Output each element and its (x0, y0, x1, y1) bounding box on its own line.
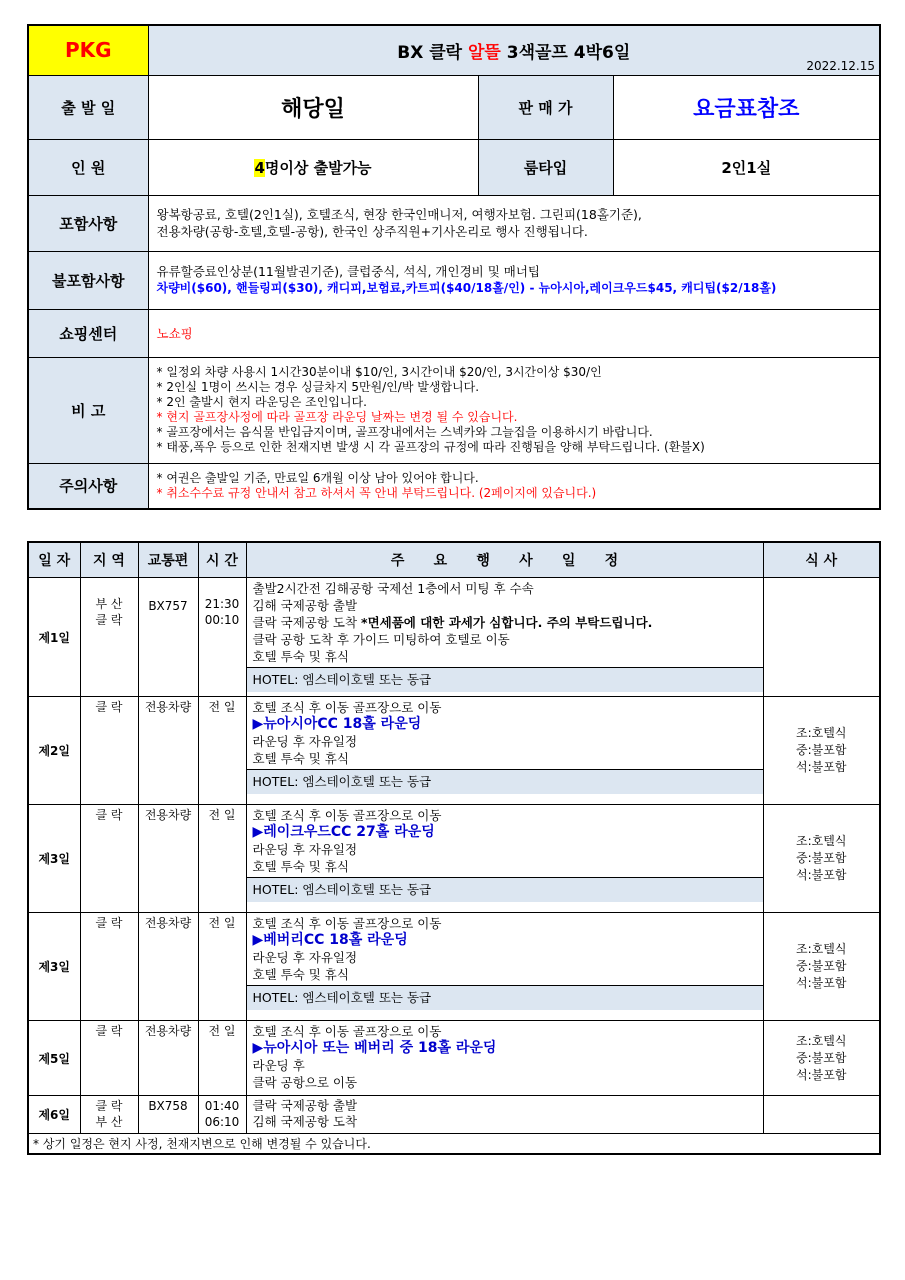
room-label: 룸타입 (478, 139, 613, 195)
price-label: 판 매 가 (478, 75, 613, 139)
people-count: 4 (254, 158, 265, 177)
day-itinerary (246, 578, 763, 697)
itinerary-line: 호텔 조식 후 이동 골프장으로 이동 (252, 916, 442, 931)
itinerary-line: 라운딩 후 자유일정 (252, 842, 358, 857)
hotel-info: HOTEL: 엠스테이호텔 또는 동급 (247, 877, 764, 902)
hotel-info: HOTEL: 엠스테이호텔 또는 동급 (247, 667, 764, 692)
itinerary-line: 김해 국제공항 출발 (252, 598, 358, 613)
region-line: 클 락 (95, 613, 123, 627)
day-time (198, 578, 246, 697)
golf-round: ▶레이크우드CC 27홀 라운딩 (252, 824, 435, 840)
itinerary-line (253, 614, 757, 631)
itinerary-line: 출발2시간전 김해공항 국제선 1층에서 미팅 후 수속 (252, 581, 534, 596)
day-label: 제3일 (28, 913, 80, 1021)
region-line: 부 산 (95, 597, 123, 611)
itinerary-table (27, 541, 881, 1155)
day-meal (763, 1021, 880, 1096)
caution-line: * 여권은 출발일 기준, 만료일 6개월 이상 남아 있어야 합니다. (156, 470, 479, 485)
time-line: 01:40 (204, 1099, 240, 1113)
itinerary-line: 호텔 투숙 및 휴식 (252, 649, 349, 664)
note-line: * 일정외 차량 사용시 1시간30분이내 $10/인, 3시간이내 $20/인, 3시간이상 $30/인 (156, 365, 602, 379)
day-meal (763, 697, 880, 805)
day-region: 클 락 (80, 805, 138, 913)
day-label: 제1일 (28, 578, 80, 697)
include-label: 포함사항 (28, 195, 148, 251)
itinerary-line: 호텔 조식 후 이동 골프장으로 이동 (252, 700, 442, 715)
day-itinerary (246, 697, 763, 805)
duty-warning: *면세품에 대한 과세가 심합니다. 주의 부탁드립니다. (361, 615, 653, 630)
note-line: * 2인실 1명이 쓰시는 경우 싱글차지 5만원/인/박 발생합니다. (156, 380, 480, 394)
itinerary-line: 호텔 투숙 및 휴식 (252, 967, 349, 982)
day-transport: 전용차량 (138, 913, 198, 1021)
day-label: 제3일 (28, 805, 80, 913)
meal-lunch: 중:불포함 (796, 851, 847, 865)
departure-value: 해당일 (148, 75, 478, 139)
package-title (148, 25, 880, 75)
price-value: 요금표참조 (613, 75, 880, 139)
time-line: 00:10 (204, 613, 240, 627)
itinerary-line: 호텔 조식 후 이동 골프장으로 이동 (252, 808, 442, 823)
day-region: 클 락 (80, 697, 138, 805)
day-time (198, 1096, 246, 1134)
day-itinerary (246, 805, 763, 913)
table-row (28, 1096, 880, 1134)
departure-label: 출 발 일 (28, 75, 148, 139)
header-itinerary: 주 요 행 사 일 정 (246, 542, 763, 578)
itinerary-line: 클락 국제공항 출발 (252, 1098, 358, 1113)
itinerary-line: 호텔 투숙 및 휴식 (252, 751, 349, 766)
include-line: 왕복항공료, 호텔(2인1실), 호텔조식, 현장 한국인매니저, 여행자보험. 그린피(18홀기준), (156, 207, 642, 222)
document-date: 2022.12.15 (806, 58, 876, 73)
package-info-table (27, 24, 881, 510)
exclude-label: 불포함사항 (28, 251, 148, 309)
meal-dinner: 석:불포함 (796, 1067, 847, 1082)
meal-dinner: 석:불포함 (796, 976, 847, 990)
notes-label: 비 고 (28, 357, 148, 463)
meal-dinner: 석:불포함 (796, 868, 847, 882)
day-region: 클 락 (80, 1021, 138, 1096)
day-itinerary (246, 1096, 763, 1134)
day-time: 전 일 (198, 1021, 246, 1096)
region-line: 클 락 (95, 1099, 123, 1113)
day-itinerary (246, 913, 763, 1021)
day-meal (763, 1096, 880, 1134)
hotel-info: HOTEL: 엠스테이호텔 또는 동급 (247, 769, 764, 794)
caution-label: 주의사항 (28, 463, 148, 509)
meal-lunch: 중:불포함 (796, 959, 847, 973)
note-line-warning: * 현지 골프장사정에 따라 골프장 라운딩 날짜는 변경 될 수 있습니다. (156, 410, 518, 424)
title-highlight: 알뜰 (467, 42, 501, 63)
meal-breakfast: 조:호텔식 (796, 942, 847, 956)
meal-breakfast: 조:호텔식 (796, 834, 847, 848)
title-pre: BX 클락 (397, 42, 468, 63)
itinerary-text: 클락 국제공항 도착 (252, 615, 362, 630)
shopping-value: 노쇼핑 (148, 309, 880, 357)
pkg-badge: PKG (28, 25, 148, 75)
itinerary-line: 라운딩 후 (252, 1058, 305, 1073)
golf-round: ▶뉴아시아 또는 베버리 중 18홀 라운딩 (252, 1040, 497, 1056)
table-row (28, 697, 880, 805)
itinerary-line: 라운딩 후 자유일정 (252, 734, 358, 749)
day-itinerary (246, 1021, 763, 1096)
day-meal (763, 805, 880, 913)
meal-breakfast: 조:호텔식 (796, 726, 847, 740)
day-label: 제6일 (28, 1096, 80, 1134)
hotel-info: HOTEL: 엠스테이호텔 또는 동급 (247, 985, 764, 1010)
itinerary-line: 클락 공항으로 이동 (252, 1075, 358, 1090)
day-transport: 전용차량 (138, 805, 198, 913)
day-transport: 전용차량 (138, 1021, 198, 1096)
header-region: 지 역 (80, 542, 138, 578)
day-transport: 전용차량 (138, 697, 198, 805)
itinerary-line: 호텔 조식 후 이동 골프장으로 이동 (252, 1024, 442, 1039)
exclude-content (148, 251, 880, 309)
meal-lunch: 중:불포함 (796, 1050, 847, 1065)
meal-breakfast: 조:호텔식 (796, 1033, 847, 1048)
itinerary-line: 클락 공항 도착 후 가이드 미팅하여 호텔로 이동 (252, 632, 510, 647)
day-region (80, 1096, 138, 1134)
table-row (28, 1021, 880, 1096)
day-time: 전 일 (198, 697, 246, 805)
schedule-footnote: * 상기 일정은 현지 사정, 천재지변으로 인해 변경될 수 있습니다. (28, 1134, 880, 1155)
header-day: 일 자 (28, 542, 80, 578)
day-meal (763, 578, 880, 697)
notes-content (148, 357, 880, 463)
day-time: 전 일 (198, 805, 246, 913)
meal-lunch: 중:불포함 (796, 743, 847, 757)
title-post: 3색골프 4박6일 (500, 42, 631, 63)
people-label: 인 원 (28, 139, 148, 195)
caution-content (148, 463, 880, 509)
golf-round: ▶뉴아시아CC 18홀 라운딩 (252, 716, 422, 732)
shopping-label: 쇼핑센터 (28, 309, 148, 357)
region-line: 부 산 (95, 1115, 123, 1129)
table-row (28, 805, 880, 913)
header-transport: 교통편 (138, 542, 198, 578)
itinerary-line: 김해 국제공항 도착 (252, 1114, 358, 1129)
day-time: 전 일 (198, 913, 246, 1021)
note-line: * 태풍,폭우 등으로 인한 천재지변 발생 시 각 골프장의 규정에 따라 진행됨을 양해 부탁드립니다. (환불X) (156, 440, 705, 454)
room-value: 2인1실 (613, 139, 880, 195)
day-transport: BX757 (138, 578, 198, 697)
caution-line-warning: * 취소수수료 규정 안내서 참고 하셔서 꼭 안내 부탁드립니다. (2페이지에 있습니다.) (156, 485, 597, 500)
day-label: 제5일 (28, 1021, 80, 1096)
header-time: 시 간 (198, 542, 246, 578)
itinerary-line: 호텔 투숙 및 휴식 (252, 859, 349, 874)
table-row (28, 578, 880, 697)
exclude-line: 유류할증료인상분(11월발권기준), 클럽중식, 석식, 개인경비 및 매너팁 (156, 264, 540, 279)
people-value (148, 139, 478, 195)
day-transport: BX758 (138, 1096, 198, 1134)
note-line: * 골프장에서는 음식물 반입금지이며, 골프장내에서는 스넥카와 그늘집을 이용하시기 바랍니다. (156, 425, 653, 439)
exclude-fees-line: 차량비($60), 핸들링피($30), 캐디피,보험료,카트피($40/18홀/인) - 뉴아시아,레이크우드$45, 캐디팁($2/18홀) (156, 281, 777, 295)
include-line: 전용차량(공항-호텔,호텔-공항), 한국인 상주직원+기사온리로 행사 진행됩니다. (156, 224, 588, 239)
include-content (148, 195, 880, 251)
table-row (28, 913, 880, 1021)
golf-round: ▶베버리CC 18홀 라운딩 (252, 932, 408, 948)
day-region (80, 578, 138, 697)
day-region: 클 락 (80, 913, 138, 1021)
meal-dinner: 석:불포함 (796, 760, 847, 774)
time-line: 06:10 (204, 1115, 240, 1129)
note-line: * 2인 출발시 현지 라운딩은 조인입니다. (156, 395, 367, 409)
header-meal: 식 사 (763, 542, 880, 578)
day-label: 제2일 (28, 697, 80, 805)
people-rest: 명이상 출발가능 (264, 158, 372, 177)
itinerary-line: 라운딩 후 자유일정 (252, 950, 358, 965)
day-meal (763, 913, 880, 1021)
time-line: 21:30 (204, 597, 240, 611)
